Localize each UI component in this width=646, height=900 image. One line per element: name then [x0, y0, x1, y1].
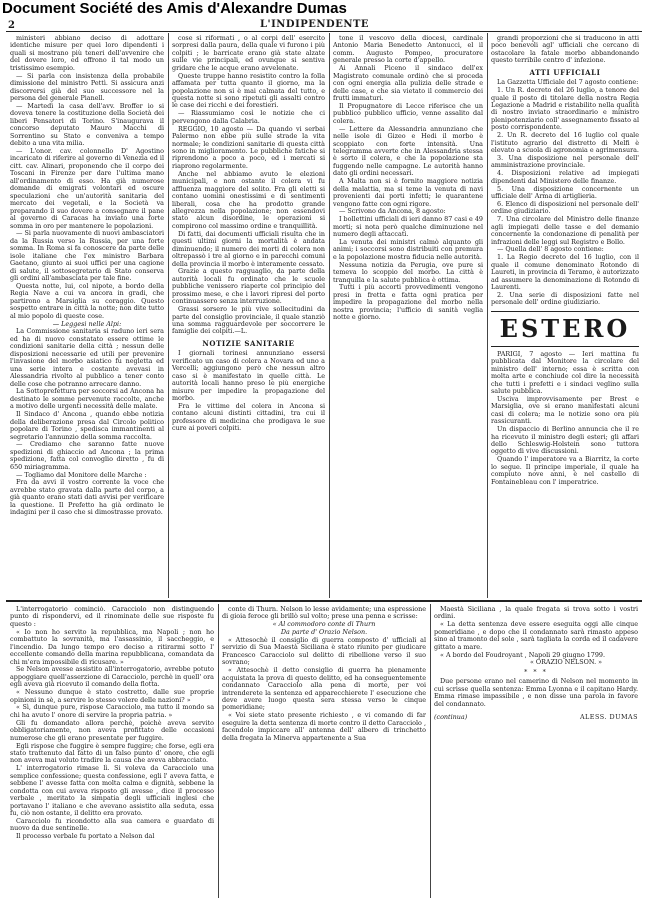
paragraph: — Crediamo che saranno fatte nuove spedizioni di ghiaccio ad Ancona ; la prima spedizione, fatta col convoglio diretto , fu di 650 miriagramma.: [10, 440, 164, 471]
paragraph: 5. Una disposizione concernente un ufficiale dell' Arma di artiglieria.: [491, 184, 639, 201]
paragraph: Il processo verbale fu portato a Nelson dal: [16, 832, 155, 841]
feuilleton-column-3: [434, 606, 638, 898]
column-divider: [487, 33, 488, 598]
paragraph: 2. Una serie di disposizioni fatte nel personale dell' ordine giudiziario.: [491, 290, 639, 307]
paragraph: Grazie a questo ragguaglio, da parte della autorità locali fu ordinato che le scuole pubbliche venissero riaperte col principio del prossimo mese, e che i lavori ripresi del porto continuassero senza interruzione.: [172, 267, 325, 306]
news-column-1: [10, 35, 164, 595]
paragraph: Due persone erano nel camerino di Nelson nel momento in cui scrisse quella sentenza: Emma Lyonna e il capitano Hardy. Emma rimase impassibile , e non disse una parola in favore del condannato.: [434, 677, 638, 708]
paragraph: « La detta sentenza deve essere eseguita oggi alle cinque pomeridiane , e dopo che il condannato sarà rimasto appeso sino al tramonto del sole , sarà tagliata la corda ed il cadavere gittato a mare.: [434, 620, 638, 651]
letter-signature: « ORAZIO NELSON. »: [529, 658, 603, 667]
paragraph: « A bordo del Foudroyant , Napoli 29 giugno 1799.: [440, 650, 605, 659]
paragraph: I bollettini ufficiali di ieri danno 87 casi e 49 morti; si nota però qualche diminuzione nel numero degli attaccati.: [333, 215, 483, 239]
paragraph: I giornali torinesi annunziano essersi verificato un caso di colera a Novara ed uno a Vercelli; aggiungono però che nessun altro caso si è manifestato in quelle città. Le autorità locali hanno preso le più energiche misure per impedire la propagazione del morbo.: [172, 349, 325, 403]
paragraph: « Attesochè il consiglio di guerra composto d' ufficiali al servizio di Sua Maestà Siciliana è stato riunito per giudicare Francesco Caracciolo sul delitto di ribellione verso il suo sovrano;: [222, 635, 426, 667]
feuilleton-footer: [434, 714, 638, 721]
paragraph: Nessuna notizia da Perugia, ove pure si temeva lo scoppio del morbo. La città è tranquilla e la salute pubblica è ottima.: [333, 260, 483, 284]
page-number: 2: [8, 20, 15, 31]
paragraph: 6. Elenco di disposizioni nel personale dell' ordine giudiziario.: [491, 199, 639, 216]
news-column-2: [172, 35, 325, 595]
paragraph: — Martedì la casa dell'avv. Broffer io si doveva tenere la costituzione della Società dei liberi Pensatori di Torino. S'inaugurava il concorso deputato Mauro Macchi di Sorrentino su Stato e conveniva a tempo debito a una vita milia.: [10, 101, 164, 148]
paragraph: Un dispaccio di Berlino annuncia che il re ha ricevuto il ministro degli esteri; gli affari dello Schleswig-Holstein sono tuttora oggetto di vive discussioni.: [491, 425, 639, 456]
header-rule: [6, 31, 642, 32]
paragraph: Fra da avvi il vostro corrente la voce che avrebbe stato gravata dalla parte del corpo, a già quanto erano stati dati avvisi per verificare la questione. Il Prefetto ha già ordinato le indagini per il caso che si dimostrasse provato.: [10, 478, 164, 517]
paragraph: La Sottoprefettura per soccorsi ad Ancona ha destinato le somme pervenute raccolte, anche a motivo delle urgenti necessità delle malate.: [10, 387, 164, 411]
paragraph: 3. Una disposizione nel personale dell' amministrazione provinciale.: [491, 153, 639, 170]
paragraph: « Sì, dunque pure, rispose Caracciolo, ma tutto il mondo sa chi ha avuto l' onore di servire la propria patria. »: [10, 703, 214, 719]
paragraph: — Si parla nuovamente di nuovi ambasciatori da la Russia verso la Russia, per una forte somma. In Roma si fa conoscere da parte delle isole italiane che l'ex ministro Barbara Gaetano, giunto ai suoi uffici per una cagione di salute, il sottosegretario di Stato conserva gli ordini all'ambasciata per tale fine.: [10, 229, 164, 283]
letter-addressee: « Al commodoro conte di Thurn: [272, 620, 376, 629]
paragraph: Ai Annali Piceno il sindaco dell'ex Magistrato comunale ordinò che si proceda con ogni energia alla pulizia delle strade e delle case, e che sia vietato il commercio dei frutti immaturi.: [333, 64, 483, 103]
column-divider: [329, 33, 330, 598]
paragraph: Quando l' imperatore va a Biarritz, la corte lo segue. Il principe imperiale, il quale ha compiuto nove anni, è nel castello di Fontainebleau con l' imperatrice.: [491, 455, 639, 486]
paragraph: Grassi sorsero le più vive sollecitudini da parte del consiglio provinciale, il quale stanziò una somma ragguardevole per soccorrere le famiglie dei colpiti.—L.: [172, 305, 325, 336]
paragraph: Tutti i più accorti provvedimenti vengono presi in fretta e fatta ogni pratica per impedire la propagazione del morbo nella nostra provincia; l'ufficio di sanità veglia notte e giorno.: [333, 283, 483, 322]
feuilleton-column-1: [10, 606, 214, 898]
paragraph: — Quella dell' 8 agosto contiene:: [497, 245, 604, 254]
paragraph: Anche nel abbiamo avuto le elezioni municipali, e non ostante il colera vi fu affluenza maggiore del solito. Fra gli eletti si contano uomini onestissimi e di sentimenti liberali, cosa che ha prodotto grande allegrezza nella popolazione; non essendovi stato alcun disordine, le operazioni si compirono col massimo ordine e tranquillità.: [172, 169, 325, 230]
paragraph: Gli fu domandato allora perchè, poichè aveva servito obbligatoriamente, non aveva profittato delle occasioni numerose che gli erano presentate per fuggire.: [10, 718, 214, 742]
paragraph: Il Propugnatore di Lecce riferisce che un pubblico pubblico ufficio, venne assalito dal colera.: [333, 101, 483, 125]
section-separator: * * *: [524, 667, 548, 676]
paragraph: Queste truppe hanno resistito contro la folla affamata per tutta quanto il giorno, ma la popolazione non si è mai calmata del tutto, e questa notte si sono ripetuti gli assalti contro le case dei ricchi e dei forestieri.: [172, 71, 325, 110]
paragraph: Se Nelson avesse assistito all'interrogatorio, avrebbe potuto appoggiare quell'asserzione di Caracciolo, perchè in quell' ora egli aveva già ricevuto il comando della flotta.: [10, 665, 214, 689]
paragraph: — Lettere da Alessandria annunziano che nelle isole di Gizeo e Hedi il morbo è scoppiato con forte intensità. Una telegramma avverte che in Alessandria stessa è sorto il colera, e che la popolazione sta fuggendo nelle campagne. Le autorità hanno dato gli ordini necessari.: [333, 124, 483, 178]
paragraph: Egli rispose che fuggire è sempre fuggire; che forse, egli era stato trattenuto dal fatto di un falso punto d' onore, che egli non aveva mai voluto tradire la causa che aveva abbracciato.: [10, 741, 214, 765]
paragraph: tone il vescovo della diocesi, cardinale Antonio Maria Benedetto Antonucci, el il comm. Augusto Pompeo, procuratore generale presso la corte d'appello.: [333, 35, 483, 65]
paragraph: Fra le vittime del colera in Ancona si contano alcuni distinti cittadini, tra cui il professore di medicina che prodigava le sue cure ai poveri colpiti.: [172, 401, 325, 433]
site-title: Document Société des Amis d'Alexandre Dumas: [2, 0, 347, 17]
news-column-4: [491, 35, 639, 597]
author-signature: ALESS. DUMAS: [579, 713, 638, 722]
paragraph: 4. Disposizioni relative ad impiegati dipendenti dal Ministero delle finanze.: [491, 169, 639, 185]
section-heading: NOTIZIE SANITARIE: [202, 338, 295, 348]
feuilleton-column-2: [222, 606, 426, 898]
paragraph: 7. Una circolare del Ministro delle finanze agli impiegati delle tasse e del demanio concernente la condonazione di penalità per infrazioni delle leggi sul Registro e Bollo.: [491, 215, 639, 246]
paragraph: « Nessuno dunque è stato costretto, dalle sue proprie opinioni in sè, a servire lo stesso volere delle nazioni? »: [10, 688, 214, 704]
paragraph: — Si parla con insistenza della probabile dimissione del ministro Pettì. Si assicura anzi discorrersi già del suo successore nel la persona del generale Pianell.: [10, 71, 164, 103]
newspaper-masthead: L'INDIPENDENTE: [260, 19, 370, 30]
paragraph: Di fatti, dai documenti ufficiali risulta che in questi ultimi giorni la mortalità è andata diminuendo; il numero dei morti di colera non oltrepassò i tre al giorno e in parecchi comuni della provincia il morbo è interamente cessato.: [172, 229, 325, 268]
feuilleton-rule: [6, 600, 642, 602]
paragraph: grandi proporzioni che si traducono in atti poco benevoli agl' ufficiali che cercano di ostacolare la fatale morbo abbandonando questo terribile centro d' infezione.: [491, 35, 639, 65]
paragraph: La Commissione sanitaria si raduno ieri sera ed ha di nuovo constatato essere ottime le condizioni sanitarie della città ; nessun delle disposizioni necessarie ed utili per prevenire l'invasione del morbo asiatico fu negletta ed una serie intera e costante avevasi in Alessandria rivolto al pubblico a tener conto delle cose che potranno arrecare danno.: [10, 327, 164, 388]
letter-sender: Da parte d' Orazio Nelson.: [280, 628, 368, 637]
section-heading: ATTI UFFICIALI: [529, 67, 601, 77]
paragraph: Maestà Siciliana , la quale fregata si trova sotto i vostri ordini.: [434, 606, 638, 621]
paragraph: 1. La Regio decreto del 16 luglio, con il quale il comune denominato Rotondo di Laureti, in provincia di Teramo, è autorizzato ad assumere la denominazione di Rotondo di Laurenti.: [491, 253, 639, 292]
paragraph: La venuta dei ministri calmò alquanto gli animi; i soccorsi sono distribuiti con premura e la popolazione mostra fiducia nelle autorità.: [333, 237, 483, 261]
column-divider: [168, 33, 169, 598]
news-column-3: [333, 35, 483, 595]
paragraph: — Riassumiamo così le notizie che ci pervengono dalla Calabria.: [172, 109, 325, 125]
paragraph: Questa notte, lui, col nipote, a bordo della Regia Nave a cui va ancora in gradi, che partirono a Marsiglia su coraggio. Questo sospetto entrare in città la notte; non dite tutto al mio popolo di queste cose.: [10, 281, 164, 320]
column-divider: [218, 604, 219, 898]
document-header: [0, 0, 646, 20]
paragraph: PARIGI, 7 agosto — Ieri mattina fu pubblicata dal Monitore la circolare del ministro dell' interno; essa è scritta con molta arte e conchiude col dire la necessità che tutti i prefetti e i sindaci veglino sulla salute pubblica.: [491, 349, 639, 396]
paragraph: « Attesochè il detto consiglio di guerra ha pienamente acquistata la prova di questo delitto, ed ha conseguentemente condannato Caracciolo alla pena di morte, per voi intrenderete la sentenza ed apparecchierete l' esecuzione che deve avere luogo questa sera stessa verso le cinque pomeridiane;: [222, 666, 426, 712]
paragraph: conte di Thurn. Nelson lo lesse avidamente; una espressione di gioia feroce gli brillò sul volto; prese una penna e scrisse:: [222, 606, 426, 621]
paragraph: — L'onor. cav. colonnello D' Agostino incaricato di riferire al governo di Venezia ed il citt. cav. Alinari, proponendo che il corpo dei Toscani in Firenze per dare l'ultima mano all'ordinamento di esso. Ha già numerose domande di emigrati volontari ed oscure speculazioni che un'autorità sanitaria del mercato dei vegetali, e la Società va preparando il suo dovere a consegnare il pane al governo di Caracas ha inviato una forte somma in oro per mantenere le popolazioni.: [10, 146, 164, 230]
paragraph: REGGIO, 10 agosto — Da quando vi serbai Palermo non ebbe più sulle strade la vita normale; le condizioni sanitarie di questa città sono in miglioramento. Le pubbliche fatiche si riprendono a poco a poco, ed i mercati si riaprono regolarmente.: [172, 124, 325, 170]
column-divider: [430, 604, 431, 898]
paragraph: L' interrogatorio rimase lì. Si voleva da Caracciolo una semplice confessione; questa confessione, egli l' aveva fatta, e sebbene l' avesse fatta con molta calma e dignità, sebbene la condotta con cui aveva risposto gli avesse , dice il processo verbale , meritato la simpatia degli ufficiali inglesi che portavano l' italiano e che avevano assistito alla seduta, essa fu, ciò non ostante, il delitto era provato.: [10, 764, 214, 817]
paragraph: cose sì riformati , o al corpi dell' esercito sorpresi dalla paura, della quale vi furono i più colpiti ; le barricate erano già state alzate sulle vie principali, ed ovunque si sentiva gridare che le acque erano avvelenate.: [172, 35, 325, 72]
continua-note: (continua): [434, 713, 468, 722]
paragraph: Caracciolo fu ricondotto alla sua camera e guardato di nuovo da due sentinelle.: [10, 816, 214, 833]
paragraph: La Gazzetta Ufficiale del 7 agosto contiene:: [497, 78, 639, 87]
paragraph: — Scrivono da Ancona, 8 agosto:: [339, 207, 446, 216]
paragraph: « Voi siete stato presente richiesto , e vi comando di far eseguire la detta sentenza di morte contro il detto Caracciolo , facendolo impiccare all' antenna dell' albero di trinchetto della fregata la Minerva appartenente a Sua: [222, 711, 426, 742]
paragraph: A Malta non si è fornito maggiore notizia della malattia, ma si teme la venuta di navi provenienti dai porti infetti; le quarantene vengono fatte con ogni rigore.: [333, 177, 483, 208]
paragraph: L'interrogatorio cominciò. Caracciolo non distinguendo punto di rispondervi, ed il rinominate delle sue risposte fu questo :: [10, 606, 214, 628]
paragraph: Il Sindaco d' Ancona , quando ebbe notizia della deliberazione presa dal Circolo politico popolare di Torino , spedisca immantinenti al segretario l'annunzio della somma raccolta.: [10, 410, 164, 441]
paragraph: 2. Un R. decreto del 16 luglio col quale l'istituto agrario del distretto di Melfi è elevato a scuola di agronomia e agrimensura.: [491, 131, 639, 155]
paragraph: ministeri abbiano deciso di adottare identiche misure per quei loro dipendenti i quali si mostrano più teneri dell'avvenire che del dovere loro, ed offrono il tal modo un tristissimo esempio.: [10, 35, 164, 72]
section-lead: — Leggesi nelle Alpi:: [52, 319, 122, 328]
paragraph: 1. Un R. decreto del 26 luglio, a tenore del quale il posto di titolare della nostra Regia Legazione a Madrid e ristabilito nella qualità di nostro inviato straordinario e ministro plenipotenziario coll' assegnamento fissato al posto corrispondente.: [491, 86, 639, 132]
section-heading-estero: ESTERO: [491, 311, 639, 347]
paragraph: Usciva improvvisamente per Brest e Marsiglia, ove si erano manifestati alcuni casi di colera; ma le notizie sono ora più rassicuranti.: [491, 394, 639, 426]
paragraph: — Togliamo dal Monitore delle Marche :: [16, 470, 147, 479]
paragraph: « Io non ho servito la repubblica, ma Napoli ; non ho combattuto la sovranità, ma l'assassinio, il saccheggio, e l'incendio. Da lungo tempo ero deciso a ritirarmi sotto l' eccellente comando della marina repubblicana, comandata da chi m'era impossibile di ricusare. »: [10, 627, 214, 666]
